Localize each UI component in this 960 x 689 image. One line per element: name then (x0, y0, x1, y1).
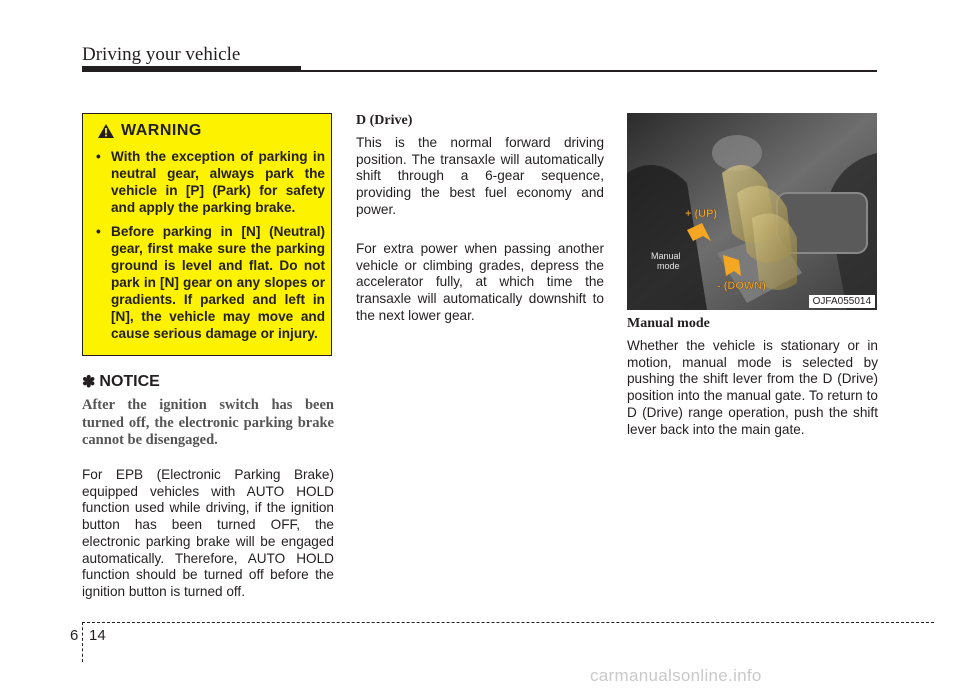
shift-lever-illustration (627, 113, 877, 310)
header-rule-thick (82, 66, 301, 72)
bullet-icon: • (96, 224, 101, 239)
header-rule-thin (301, 70, 877, 72)
warning-box (82, 113, 332, 356)
manual-mode-heading: Manual mode (627, 316, 710, 331)
notice-star-icon: ✽ (82, 374, 96, 391)
footer-divider (82, 622, 83, 662)
warning-title: WARNING (121, 122, 202, 139)
down-label: - (DOWN) (717, 280, 766, 292)
footer-rule (82, 622, 934, 623)
warning-heading (97, 122, 202, 140)
drive-heading: D (Drive) (356, 113, 413, 128)
drive-paragraph-1: This is the normal forward driving position. The transaxle will automatically shift through a 6-gear sequence, providing the best fuel economy and power. (356, 135, 604, 217)
warning-list (93, 148, 325, 349)
warning-triangle-icon (97, 123, 115, 139)
bullet-icon: • (96, 149, 101, 164)
notice-heading (82, 372, 160, 392)
manual-mode-body: Whether the vehicle is stationary or in motion, manual mode is selected by pushing the shift lever from the D (Drive) position into the manual gate. To return to D (Drive) range operation, push the shift lever back into the main gate. (627, 338, 878, 437)
warning-item: • With the exception of parking in neutral gear, always park the vehicle in [P] (Park) for safety and apply the parking brake. (96, 149, 325, 215)
warning-item: • Before parking in [N] (Neutral) gear, first make sure the parking ground is level and flat. Do not park in [N] gear on any slopes or gradients. If parked and left in [N], the vehicle may move and cause serious damage or injury. (96, 224, 325, 341)
notice-title: NOTICE (99, 373, 160, 390)
manual-label-line-2: mode (657, 261, 680, 271)
notice-body-text: For EPB (Electronic Parking Brake) equipped vehicles with AUTO HOLD function used while driving, if the ignition button has been turned OFF, the electronic parking brake will be engaged automatically. Therefore, AUTO HOLD function should be turned off before the ignition button is turned off. (82, 467, 334, 599)
manual-label-line-1: Manual (651, 251, 681, 261)
watermark: carmanualsonline.info (590, 666, 762, 685)
page-number: 14 (89, 627, 106, 644)
drive-paragraph-2: For extra power when passing another vehicle or climbing grades, depress the accelerator fully, at which time the transaxle will automatically downshift to the next lower gear. (356, 241, 604, 323)
section-number: 6 (70, 627, 79, 644)
figure-code: OJFA055014 (809, 295, 875, 308)
up-label: + (UP) (685, 208, 718, 220)
page-header-title: Driving your vehicle (82, 44, 241, 65)
shift-lever-figure (627, 113, 877, 310)
notice-bold-text: After the ignition switch has been turned off, the electronic parking brake cannot be disengaged. (82, 397, 334, 448)
